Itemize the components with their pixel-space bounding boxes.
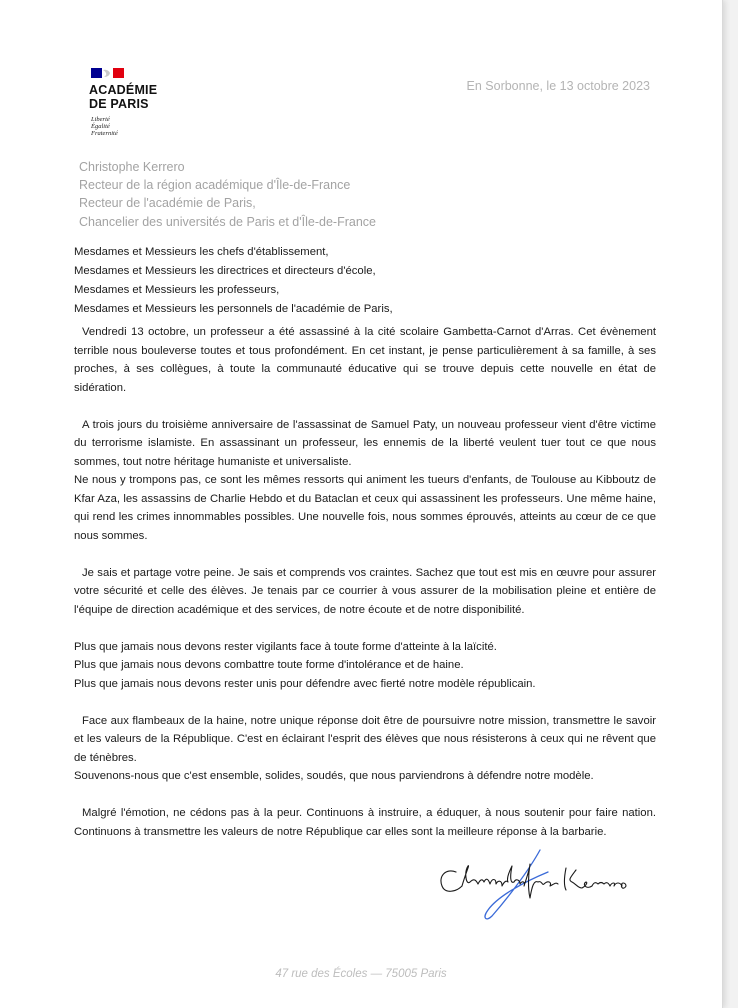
paragraph-conclusion: Malgré l'émotion, ne cédons pas à la peur. Continuons à instruire, a éduquer, à nous soutenir pour faire nation. Continuons à transmettre les valeurs de notre République car elles sont la meilleure réponse à la barbarie. bbox=[74, 807, 656, 838]
sender-title-region: Recteur de la région académique d'Île-de-France bbox=[79, 178, 351, 193]
paragraph-peine: Je sais et partage votre peine. Je sais et comprends vos craintes. Sachez que tout est mis en œuvre pour assurer votre sécurité et celle des élèves. Je tenais par ce courrier à vous assurer de la mobilisation pleine et entière de l'équipe de direction académique et des services, de notre écoute et de notre disponibilité. bbox=[74, 566, 656, 616]
motto-egalite: Égalité bbox=[91, 123, 110, 130]
line-modele-republicain: Plus que jamais nous devons rester unis pour défendre avec fierté notre modèle républicain. bbox=[74, 677, 536, 690]
marianne-flag-icon bbox=[91, 66, 125, 80]
place-and-date: En Sorbonne, le 13 octobre 2023 bbox=[466, 79, 650, 93]
sender-title-chancelier: Chancelier des universités de Paris et d'Île-de-France bbox=[79, 214, 376, 229]
addressee-line: Mesdames et Messieurs les directrices et directeurs d'école, bbox=[74, 265, 376, 277]
addressees-block bbox=[74, 243, 393, 319]
line-intolerance: Plus que jamais nous devons combattre toute forme d'intolérance et de haine. bbox=[74, 659, 464, 671]
logo-title-line-1: ACADÉMIE bbox=[89, 83, 158, 97]
paragraph-samuel-paty: A trois jours du troisième anniversaire de l'assassinat de Samuel Paty, un nouveau professeur vient d'être victime du terrorisme islamiste. En assassinant un professeur, les ennemis de la liberté veulent tuer tout ce que nous sommes, tout notre héritage humaniste et universaliste. bbox=[74, 418, 656, 468]
logo-title-line-2: DE PARIS bbox=[89, 97, 149, 111]
sender-name: Christophe Kerrero bbox=[79, 160, 185, 174]
letter-body bbox=[74, 323, 656, 841]
republic-motto bbox=[91, 116, 118, 137]
motto-liberte: Liberté bbox=[91, 116, 110, 123]
paragraph-flambeaux: Face aux flambeaux de la haine, notre unique réponse doit être de poursuivre notre mission, transmettre le savoir et les valeurs de la République. C'est en éclairant l'esprit des élèves que nous résisterons à ceux qui ne rêvent que de ténèbres. bbox=[74, 714, 656, 764]
addressee-line: Mesdames et Messieurs les professeurs, bbox=[74, 284, 280, 296]
addressee-line: Mesdames et Messieurs les personnels de l'académie de Paris, bbox=[74, 303, 393, 315]
paragraph-arras: Vendredi 13 octobre, un professeur a été assassiné à la cité scolaire Gambetta-Carnot d'Arras. Cet évènement terrible nous bouleverse toutes et tous profondément. En cet instant, je pense particulièrement à sa famille, à ses proches, à ses collègues, à toute la communauté éducative qui se trouve depuis cette nouvelle en état de sidération. bbox=[74, 326, 656, 394]
handwritten-signature bbox=[436, 842, 636, 922]
motto-fraternite: Fraternité bbox=[91, 130, 118, 137]
addressee-line: Mesdames et Messieurs les chefs d'établissement, bbox=[74, 246, 329, 258]
line-laicite: Plus que jamais nous devons rester vigilants face à toute forme d'atteinte à la laïcité. bbox=[74, 640, 497, 653]
paragraph-ressorts: Ne nous y trompons pas, ce sont les mêmes ressorts qui animent les tueurs d'enfants, de Toulouse au Kibboutz de Kfar Aza, les assassins de Charlie Hebdo et du Bataclan et ceux qui assassinent les professeurs. Une même haine, qui rend les crimes innommables possibles. Une nouvelle fois, nous sommes éprouvés, atteints au cœur de ce que nous sommes. bbox=[74, 474, 656, 542]
footer-address: 47 rue des Écoles — 75005 Paris bbox=[275, 968, 447, 980]
sender-title-academie: Recteur de l'académie de Paris, bbox=[79, 196, 256, 211]
logo-title bbox=[89, 83, 157, 111]
sender-block bbox=[79, 158, 376, 231]
line-souvenons-nous: Souvenons-nous que c'est ensemble, solides, soudés, que nous parviendrons à défendre notre modèle. bbox=[74, 770, 594, 782]
